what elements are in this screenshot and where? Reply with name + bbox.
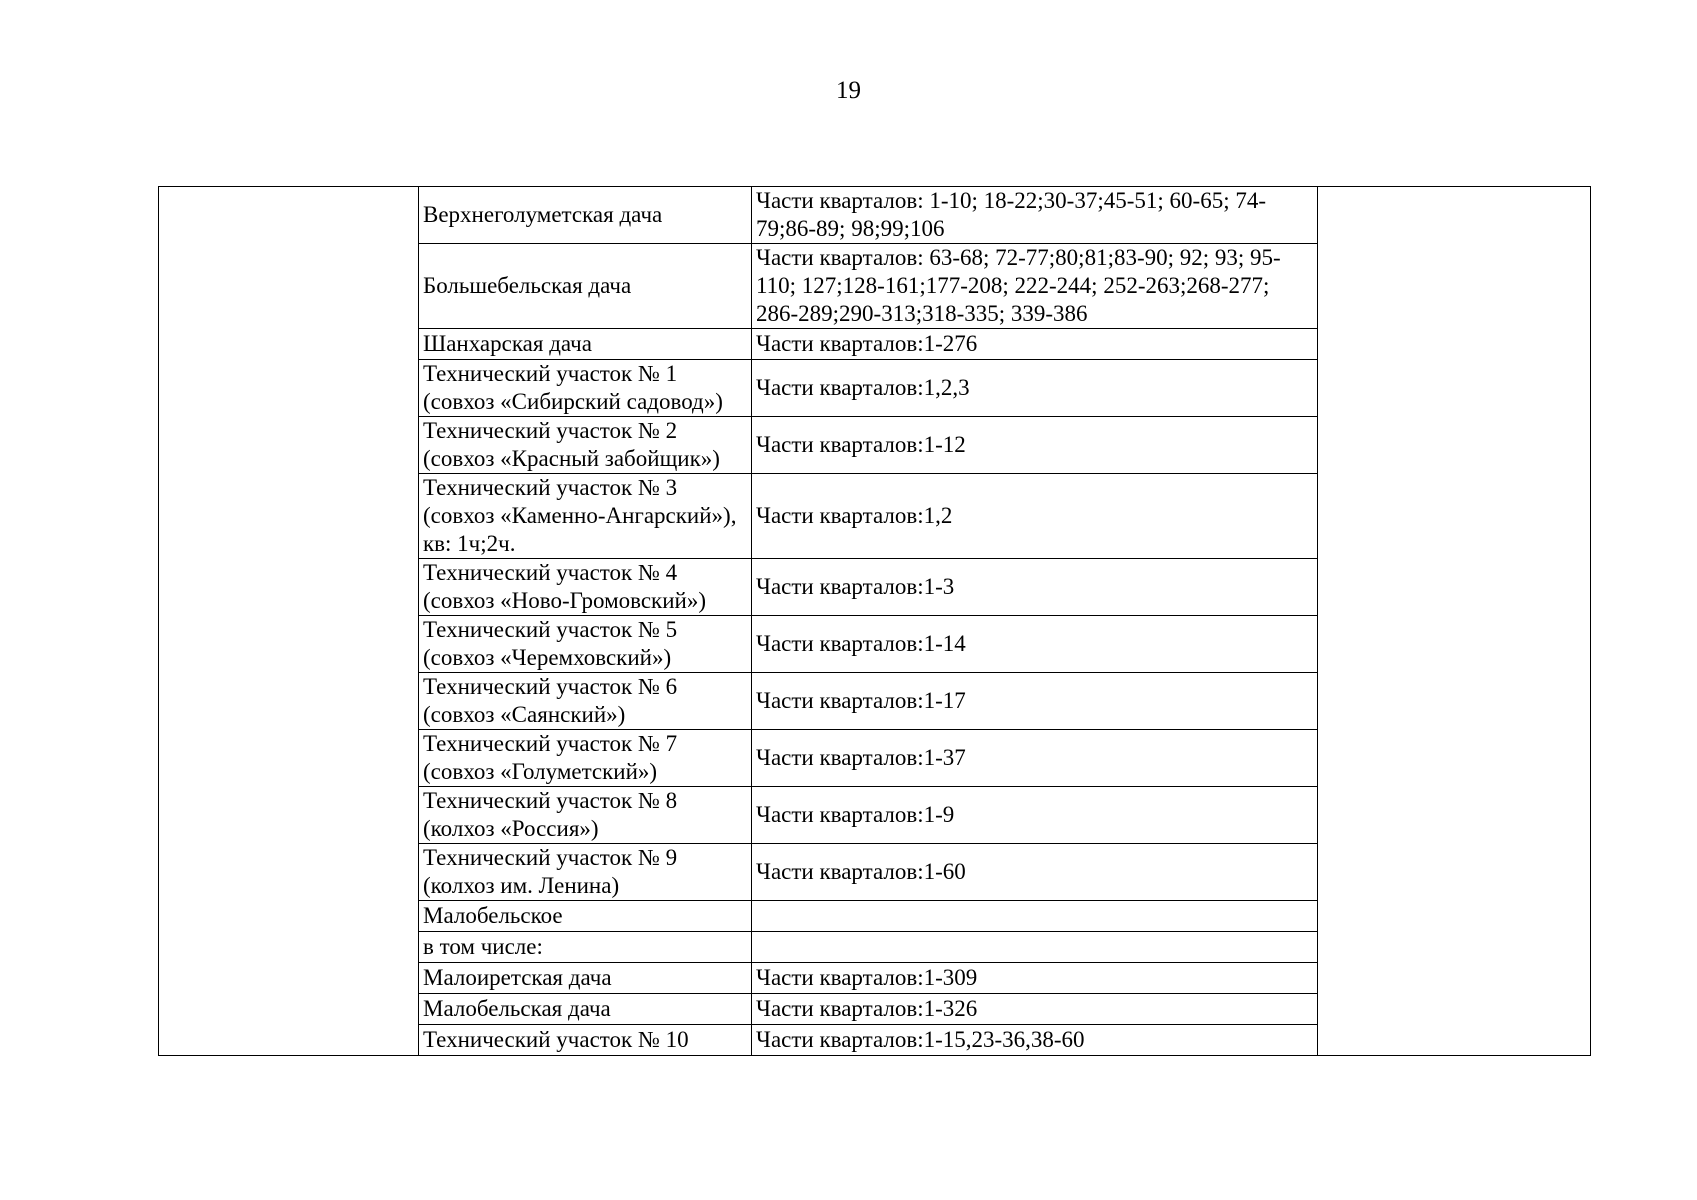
quarters-cell: Части кварталов: 1-10; 18-22;30-37;45-51; 60-65; 74-79;86-89; 98;99;106 (752, 187, 1318, 244)
empty-cell (159, 787, 419, 844)
area-name-cell: Большебельская дача (419, 244, 752, 329)
quarters-cell (752, 901, 1318, 932)
empty-cell (159, 730, 419, 787)
quarters-cell (752, 932, 1318, 963)
table-row (159, 559, 1591, 616)
quarters-cell: Части кварталов:1-60 (752, 844, 1318, 901)
empty-cell (159, 963, 419, 994)
empty-cell (159, 187, 419, 244)
area-name-cell: Технический участок № 5 (совхоз «Черемховский») (419, 616, 752, 673)
forestry-table (158, 186, 1591, 1056)
empty-cell (1318, 787, 1591, 844)
empty-cell (1318, 901, 1591, 932)
table-row (159, 932, 1591, 963)
empty-cell (1318, 963, 1591, 994)
empty-cell (1318, 187, 1591, 244)
table-row (159, 360, 1591, 417)
quarters-cell: Части кварталов:1-3 (752, 559, 1318, 616)
table-row (159, 994, 1591, 1025)
table-row (159, 187, 1591, 244)
empty-cell (1318, 844, 1591, 901)
area-name-cell: в том числе: (419, 932, 752, 963)
area-name-cell: Технический участок № 6 (совхоз «Саянский») (419, 673, 752, 730)
empty-cell (159, 673, 419, 730)
area-name-cell: Технический участок № 1 (совхоз «Сибирский садовод») (419, 360, 752, 417)
table-row (159, 474, 1591, 559)
quarters-cell: Части кварталов:1-15,23-36,38-60 (752, 1025, 1318, 1056)
area-name-cell: Технический участок № 7 (совхоз «Голуметский») (419, 730, 752, 787)
empty-cell (159, 417, 419, 474)
quarters-cell: Части кварталов:1-14 (752, 616, 1318, 673)
empty-cell (1318, 1025, 1591, 1056)
empty-cell (1318, 730, 1591, 787)
quarters-cell: Части кварталов:1-12 (752, 417, 1318, 474)
quarters-cell: Части кварталов:1-309 (752, 963, 1318, 994)
table-row (159, 244, 1591, 329)
area-name-cell: Технический участок № 9 (колхоз им. Ленина) (419, 844, 752, 901)
empty-cell (1318, 932, 1591, 963)
empty-cell (159, 844, 419, 901)
table-row (159, 417, 1591, 474)
area-name-cell: Шанхарская дача (419, 329, 752, 360)
quarters-cell: Части кварталов:1,2,3 (752, 360, 1318, 417)
table-row (159, 787, 1591, 844)
empty-cell (159, 360, 419, 417)
area-name-cell: Малобельское (419, 901, 752, 932)
quarters-cell: Части кварталов:1-37 (752, 730, 1318, 787)
empty-cell (1318, 616, 1591, 673)
empty-cell (159, 901, 419, 932)
empty-cell (1318, 417, 1591, 474)
area-name-cell: Технический участок № 2 (совхоз «Красный забойщик») (419, 417, 752, 474)
empty-cell (159, 329, 419, 360)
empty-cell (159, 1025, 419, 1056)
empty-cell (1318, 994, 1591, 1025)
table-row (159, 901, 1591, 932)
quarters-cell: Части кварталов:1-276 (752, 329, 1318, 360)
table-row (159, 963, 1591, 994)
empty-cell (1318, 244, 1591, 329)
empty-cell (159, 932, 419, 963)
quarters-cell: Части кварталов:1-9 (752, 787, 1318, 844)
area-name-cell: Технический участок № 10 (419, 1025, 752, 1056)
table-row (159, 844, 1591, 901)
empty-cell (1318, 673, 1591, 730)
table-row (159, 329, 1591, 360)
empty-cell (1318, 559, 1591, 616)
table-row (159, 673, 1591, 730)
quarters-cell: Части кварталов:1-17 (752, 673, 1318, 730)
empty-cell (159, 474, 419, 559)
empty-cell (159, 244, 419, 329)
area-name-cell: Технический участок № 3 (совхоз «Каменно-Ангарский»), кв: 1ч;2ч. (419, 474, 752, 559)
quarters-cell: Части кварталов:1-326 (752, 994, 1318, 1025)
quarters-cell: Части кварталов:1,2 (752, 474, 1318, 559)
area-name-cell: Технический участок № 4 (совхоз «Ново-Громовский») (419, 559, 752, 616)
table-row (159, 1025, 1591, 1056)
empty-cell (159, 994, 419, 1025)
empty-cell (1318, 474, 1591, 559)
page-number: 19 (836, 77, 861, 104)
area-name-cell: Малоиретская дача (419, 963, 752, 994)
area-name-cell: Технический участок № 8 (колхоз «Россия») (419, 787, 752, 844)
area-name-cell: Верхнеголуметская дача (419, 187, 752, 244)
table-row (159, 730, 1591, 787)
empty-cell (159, 616, 419, 673)
table-row (159, 616, 1591, 673)
empty-cell (1318, 360, 1591, 417)
quarters-cell: Части кварталов: 63-68; 72-77;80;81;83-90; 92; 93; 95-110; 127;128-161;177-208; 222-244; 252-263;268-277; 286-289;290-313;318-335; 339-386 (752, 244, 1318, 329)
empty-cell (159, 559, 419, 616)
empty-cell (1318, 329, 1591, 360)
area-name-cell: Малобельская дача (419, 994, 752, 1025)
